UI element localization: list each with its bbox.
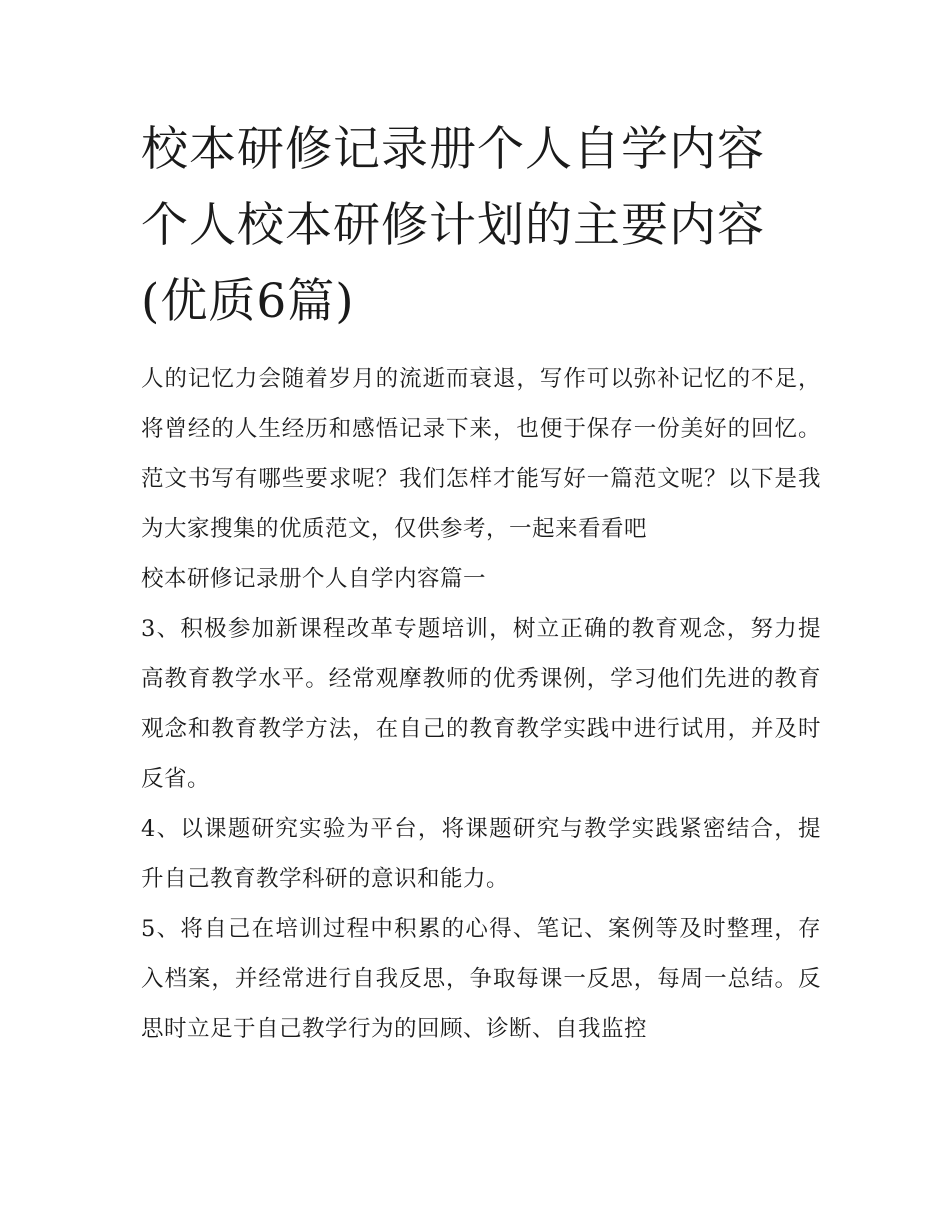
item-paragraph-3: 3、积极参加新课程改革专题培训，树立正确的教育观念，努力提高教育教学水平。经常观摩教师的优秀课例，学习他们先进的教育观念和教育教学方法，在自己的教育教学实践中进行试用，并及时反省。 xyxy=(141,616,821,792)
title-line-1: 校本研修记录册个人自学内容 xyxy=(141,122,765,177)
item-paragraph-5: 5、将自己在培训过程中积累的心得、笔记、案例等及时整理，存入档案，并经常进行自我反思，争取每课一反思，每周一总结。反思时立足于自己教学行为的回顾、诊断、自我监控 xyxy=(141,916,821,1042)
title-line-2: 个人校本研修计划的主要内容 xyxy=(141,198,765,253)
document-content xyxy=(141,112,821,1054)
title-line-3: (优质6篇) xyxy=(141,274,355,329)
item-paragraph-4: 4、以课题研究实验为平台，将课题研究与教学实践紧密结合，提升自己教育教学科研的意识和能力。 xyxy=(141,816,821,892)
document-title xyxy=(141,112,821,340)
intro-paragraph: 人的记忆力会随着岁月的流逝而衰退，写作可以弥补记忆的不足，将曾经的人生经历和感悟记录下来，也便于保存一份美好的回忆。范文书写有哪些要求呢？我们怎样才能写好一篇范文呢？以下是我为大家搜集的优质范文，仅供参考，一起来看看吧 xyxy=(141,366,821,542)
section-heading: 校本研修记录册个人自学内容篇一 xyxy=(141,566,487,592)
